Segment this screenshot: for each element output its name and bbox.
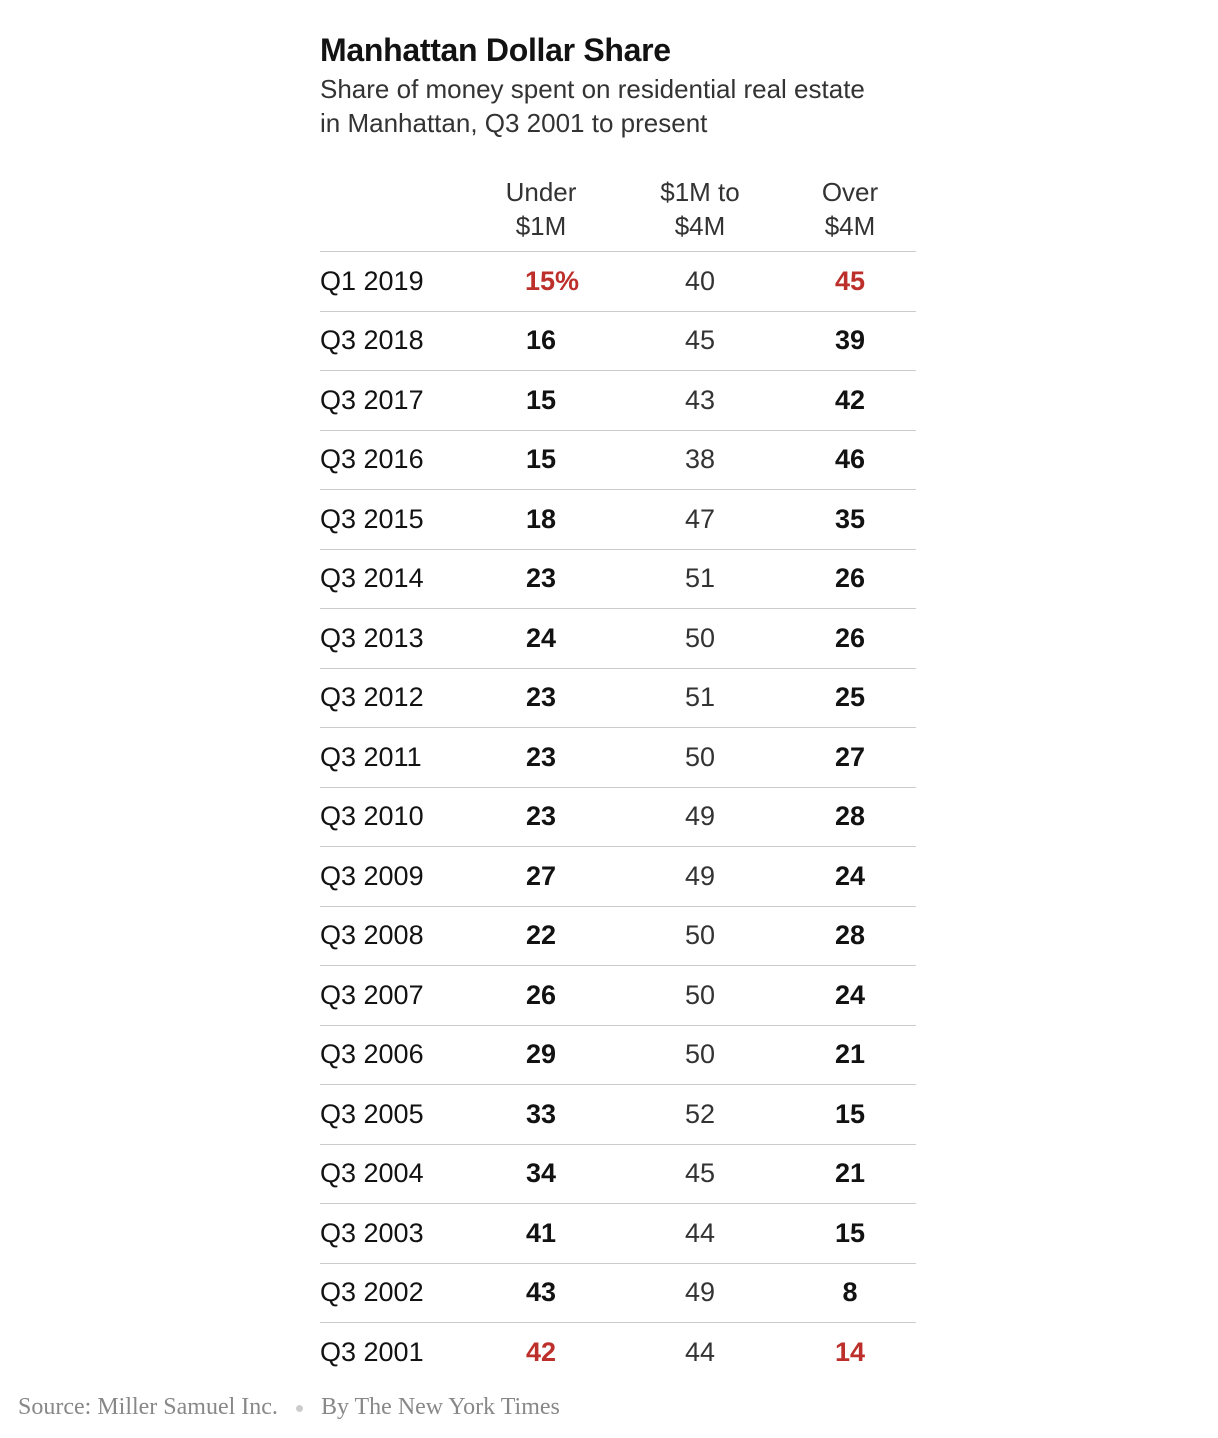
column-header-line: $4M (674, 211, 726, 241)
row-label: Q3 2012 (320, 682, 424, 713)
row-label: Q3 2010 (320, 801, 424, 832)
cell-over-4m: 24 (834, 979, 866, 1010)
cell-over-4m: 42 (834, 384, 866, 415)
cell-1m-to-4m: 47 (684, 503, 716, 534)
cell-1m-to-4m: 38 (684, 444, 716, 475)
table-row (320, 431, 916, 491)
cell-over-4m: 27 (834, 741, 866, 772)
row-label: Q1 2019 (320, 265, 424, 296)
row-label: Q3 2014 (320, 563, 424, 594)
column-header-line: $1M (515, 211, 567, 241)
table-row (320, 1085, 916, 1145)
cell-under-1m: 43 (525, 1277, 557, 1308)
separator-dot-icon (296, 1405, 303, 1412)
cell-1m-to-4m: 49 (684, 860, 716, 891)
cell-under-1m: 23 (525, 741, 557, 772)
chart-title: Manhattan Dollar Share (320, 32, 671, 68)
cell-under-1m: 15 (525, 384, 557, 415)
cell-under-1m: 34 (525, 1158, 557, 1189)
cell-1m-to-4m: 50 (684, 741, 716, 772)
cell-under-1m: 42 (525, 1336, 557, 1367)
row-label: Q3 2009 (320, 860, 424, 891)
column-header-line: $1M to (660, 177, 740, 207)
cell-1m-to-4m: 43 (684, 384, 716, 415)
cell-under-1m: 33 (525, 1098, 557, 1129)
cell-under-1m: 24 (525, 622, 557, 653)
cell-over-4m: 15 (834, 1217, 866, 1248)
table-row (320, 788, 916, 848)
row-label: Q3 2018 (320, 325, 424, 356)
table-row (320, 312, 916, 372)
row-label: Q3 2002 (320, 1277, 424, 1308)
cell-1m-to-4m: 44 (684, 1217, 716, 1248)
cell-under-1m: 29 (525, 1039, 557, 1070)
cell-under-1m: 16 (525, 325, 557, 356)
cell-over-4m: 26 (834, 563, 866, 594)
cell-over-4m: 45 (834, 265, 866, 296)
chart-subtitle (320, 72, 920, 140)
column-header-over-4m (784, 175, 916, 251)
row-label: Q3 2013 (320, 622, 424, 653)
row-label: Q3 2008 (320, 920, 424, 951)
row-label: Q3 2011 (320, 741, 422, 772)
cell-under-1m: 41 (525, 1217, 557, 1248)
table-row (320, 609, 916, 669)
table-row (320, 490, 916, 550)
column-header-under-1m (466, 175, 616, 251)
cell-over-4m: 39 (834, 325, 866, 356)
row-label: Q3 2007 (320, 979, 424, 1010)
cell-over-4m: 35 (834, 503, 866, 534)
table-row (320, 847, 916, 907)
row-label: Q3 2005 (320, 1098, 424, 1129)
cell-1m-to-4m: 51 (684, 563, 716, 594)
row-label: Q3 2006 (320, 1039, 424, 1070)
row-label: Q3 2017 (320, 384, 424, 415)
table-row (320, 966, 916, 1026)
table-row (320, 1026, 916, 1086)
table-row (320, 907, 916, 967)
table-body (320, 252, 916, 1382)
column-header-line: Over (821, 177, 879, 207)
table-row (320, 550, 916, 610)
cell-under-1m: 23 (525, 682, 557, 713)
subtitle-line-2: in Manhattan, Q3 2001 to present (320, 108, 708, 138)
header-spacer (320, 175, 466, 251)
byline: By The New York Times (320, 1394, 560, 1420)
cell-over-4m: 24 (834, 860, 866, 891)
cell-under-1m: 22 (525, 920, 557, 951)
row-label: Q3 2015 (320, 503, 424, 534)
cell-1m-to-4m: 50 (684, 979, 716, 1010)
row-label: Q3 2003 (320, 1217, 424, 1248)
cell-over-4m: 15 (834, 1098, 866, 1129)
footer (18, 1394, 560, 1421)
cell-under-1m: 18 (525, 503, 557, 534)
table-row (320, 1204, 916, 1264)
row-label: Q3 2016 (320, 444, 424, 475)
cell-1m-to-4m: 52 (684, 1098, 716, 1129)
table-row (320, 1145, 916, 1205)
cell-under-1m: 15% (524, 265, 580, 296)
source-credit: Source: Miller Samuel Inc. (18, 1394, 278, 1420)
cell-1m-to-4m: 50 (684, 1039, 716, 1070)
cell-1m-to-4m: 49 (684, 801, 716, 832)
data-table (320, 175, 916, 1382)
table-header (320, 175, 916, 252)
cell-under-1m: 23 (525, 563, 557, 594)
cell-1m-to-4m: 51 (684, 682, 716, 713)
cell-over-4m: 21 (834, 1158, 866, 1189)
cell-1m-to-4m: 45 (684, 325, 716, 356)
table-row (320, 252, 916, 312)
table-row (320, 728, 916, 788)
column-header-line: Under (505, 177, 577, 207)
row-label: Q3 2001 (320, 1336, 424, 1367)
table-row (320, 1264, 916, 1324)
table-row (320, 669, 916, 729)
column-header-line: $4M (824, 211, 876, 241)
cell-1m-to-4m: 40 (684, 265, 716, 296)
row-label: Q3 2004 (320, 1158, 424, 1189)
cell-over-4m: 46 (834, 444, 866, 475)
column-header-1m-to-4m (616, 175, 784, 251)
cell-over-4m: 28 (834, 920, 866, 951)
cell-over-4m: 8 (842, 1277, 858, 1308)
cell-over-4m: 28 (834, 801, 866, 832)
cell-over-4m: 14 (834, 1336, 866, 1367)
table-row (320, 371, 916, 431)
cell-1m-to-4m: 49 (684, 1277, 716, 1308)
cell-under-1m: 26 (525, 979, 557, 1010)
subtitle-line-1: Share of money spent on residential real estate (320, 74, 865, 104)
cell-1m-to-4m: 50 (684, 920, 716, 951)
cell-over-4m: 21 (834, 1039, 866, 1070)
table-row (320, 1323, 916, 1382)
cell-under-1m: 27 (525, 860, 557, 891)
cell-under-1m: 15 (525, 444, 557, 475)
chart-header (320, 28, 916, 140)
cell-1m-to-4m: 50 (684, 622, 716, 653)
cell-1m-to-4m: 45 (684, 1158, 716, 1189)
cell-over-4m: 25 (834, 682, 866, 713)
cell-over-4m: 26 (834, 622, 866, 653)
cell-1m-to-4m: 44 (684, 1336, 716, 1367)
cell-under-1m: 23 (525, 801, 557, 832)
